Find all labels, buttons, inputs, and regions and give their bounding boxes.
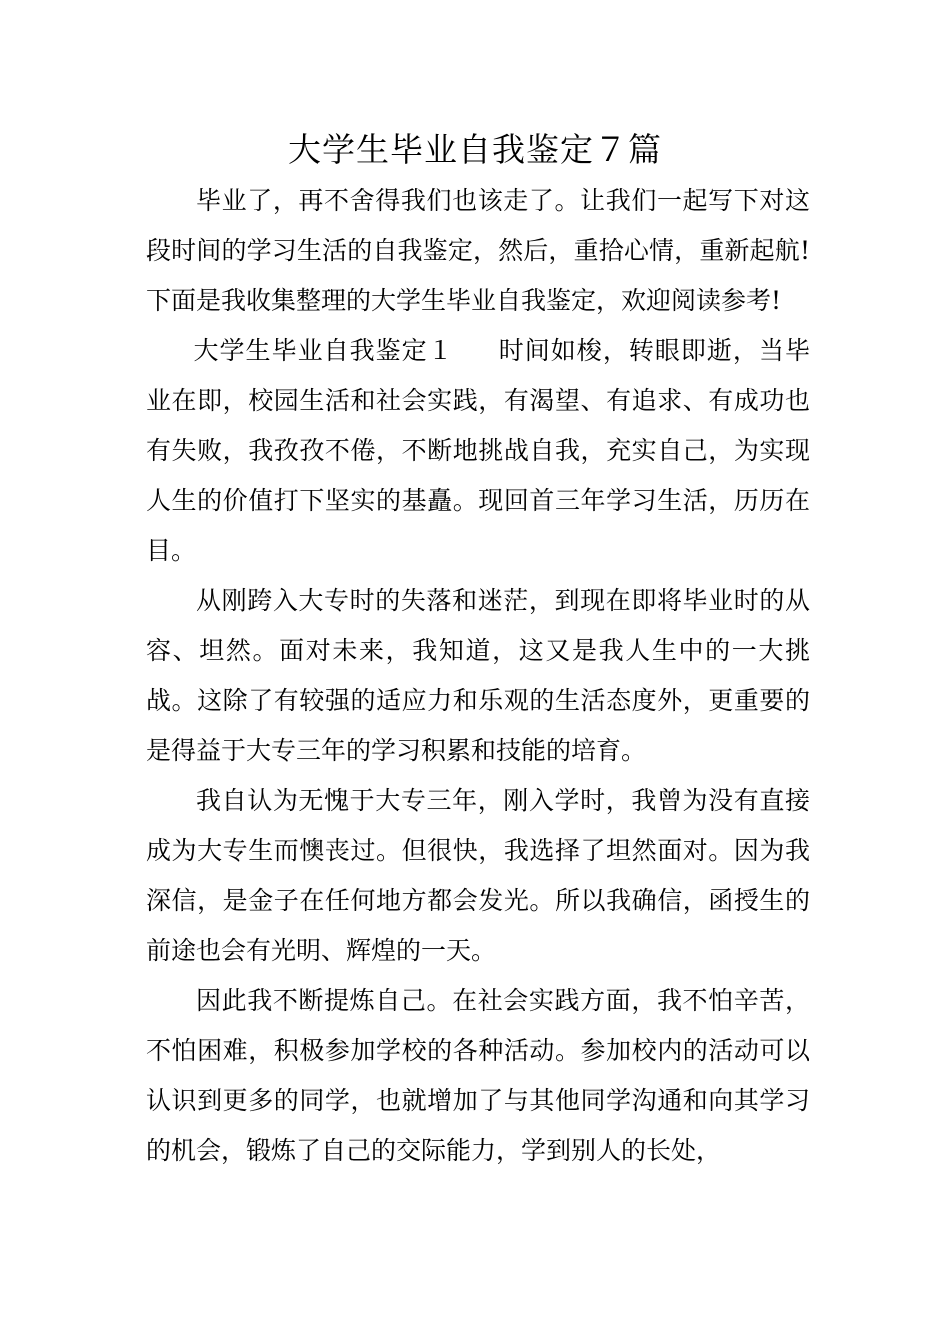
body-paragraph: 从刚跨入大专时的失落和迷茫，到现在即将毕业时的从容、坦然。面对未来，我知道，这又是我人生中的一大挑战。这除了有较强的适应力和乐观的生活态度外，更重要的是得益于大专三年的学习积累和技能的培育。 [146,586,810,765]
section-1-first-text: 时间如梭，转眼即逝，当毕业在即，校园生活和社会实践，有渴望、有追求、有成功也有失败，我孜孜不倦，不断地挑战自我，充实自己，为实现人生的价值打下坚实的基矗。现回首三年学习生活，历历在目。 [146,336,810,565]
document-title: 大学生毕业自我鉴定７篇 [288,130,662,169]
body-paragraph: 我自认为无愧于大专三年，刚入学时，我曾为没有直接成为大专生而懊丧过。但很快，我选择了坦然面对。因为我深信，是金子在任何地方都会发光。所以我确信，函授生的前途也会有光明、辉煌的一天。 [146,786,810,965]
section-1-heading: 大学生毕业自我鉴定１ [193,336,454,365]
body-paragraph: 因此我不断提炼自己。在社会实践方面，我不怕辛苦，不怕困难，积极参加学校的各种活动。参加校内的活动可以认识到更多的同学，也就增加了与其他同学沟通和向其学习的机会，锻炼了自己的交际能力，学到别人的长处， [146,986,810,1165]
document-body [146,176,810,1176]
section-1-paragraph [146,326,810,576]
intro-paragraph: 毕业了，再不舍得我们也该走了。让我们一起写下对这段时间的学习生活的自我鉴定，然后，重拾心情，重新起航!下面是我收集整理的大学生毕业自我鉴定，欢迎阅读参考! [146,186,810,315]
